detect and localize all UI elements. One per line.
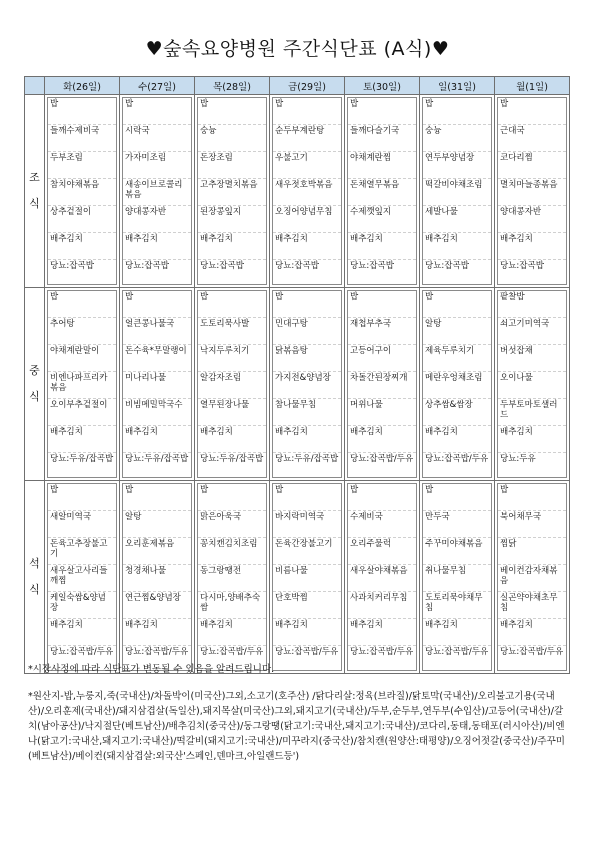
dish-item: 재첩부추국: [348, 318, 416, 345]
dish-item: 참치야채볶음: [48, 179, 116, 206]
dish-item: 배추김치: [498, 619, 566, 646]
dish-item: 당뇨:두유/잡곡밥: [50, 454, 114, 464]
dish-item: 배추김치: [423, 233, 491, 260]
dish-item: 주꾸미야채볶음: [423, 538, 491, 565]
day-header: 토(30일): [345, 77, 420, 95]
dish-item: 배추김치: [198, 619, 266, 646]
dish-item: 돈수육*무말랭이: [123, 345, 191, 372]
meal-label-lunch: [25, 288, 45, 481]
dish-item: 밥: [48, 484, 116, 511]
dish-list: [422, 97, 492, 285]
dish-item: 돈장조림: [198, 152, 266, 179]
dish-item: 당뇨:잡곡밥: [200, 261, 244, 271]
dish-item: 배추김치: [498, 426, 566, 453]
dish-item: 야채계란말이: [48, 345, 116, 372]
dish-item: 배추김치: [123, 426, 191, 453]
dish-item: 당뇨:잡곡밥/두유: [350, 454, 414, 464]
dish-item: 단호박찜: [273, 592, 341, 619]
dish-list: [122, 483, 192, 671]
dish-item: 열무된장나물: [198, 399, 266, 426]
dish-item: 오이부추겉절이: [48, 399, 116, 426]
lunch-row: [25, 288, 570, 481]
dish-list: [422, 483, 492, 671]
dish-item: 북어채무국: [498, 511, 566, 538]
dish-item: 밥: [348, 484, 416, 511]
dish-list: [347, 483, 417, 671]
dish-item: 당뇨:잡곡밥/두유: [425, 454, 489, 464]
dish-list: [272, 97, 342, 285]
dish-item: 새우젓호박볶음: [273, 179, 341, 206]
dish-item: 얼큰콩나물국: [123, 318, 191, 345]
change-notice: *시장사정에 따라 식단표가 변동될 수 있음을 알려드립니다.: [28, 664, 275, 675]
dish-item: 다시마,양배추숙쌈: [198, 592, 266, 619]
dish-item: 밥: [498, 484, 566, 511]
dish-item: 밥: [273, 98, 341, 125]
dish-item: 알탕: [423, 318, 491, 345]
dish-item: 베이컨감자채볶음: [498, 565, 566, 592]
dish-item: 바지락미역국: [273, 511, 341, 538]
dish-item: 버섯잡채: [498, 345, 566, 372]
menu-cell: [120, 95, 195, 288]
menu-cell: [45, 288, 120, 481]
dish-item: 야채계란찜: [348, 152, 416, 179]
dish-item: 오이나물: [498, 372, 566, 399]
menu-cell: [270, 481, 345, 674]
dish-item: 새우살야채볶음: [348, 565, 416, 592]
dish-item: 당뇨:잡곡밥/두유: [200, 647, 264, 657]
dish-list: [272, 483, 342, 671]
dish-list: [347, 97, 417, 285]
dish-item: 두부토마토샐러드: [498, 399, 566, 426]
menu-cell: [495, 481, 570, 674]
dish-item: 동그랑땡전: [198, 565, 266, 592]
dish-item: 오리훈제볶음: [123, 538, 191, 565]
day-header: 수(27일): [120, 77, 195, 95]
dish-item: 밥: [348, 291, 416, 318]
dish-list: [122, 97, 192, 285]
dish-item: 시락국: [123, 125, 191, 152]
dish-item: 수제비국: [348, 511, 416, 538]
dish-item: 고추장멸치볶음: [198, 179, 266, 206]
dish-item: 당뇨:잡곡밥/두유: [425, 647, 489, 657]
dish-list: [47, 290, 117, 478]
dish-item: 연두부양념장: [423, 152, 491, 179]
dish-item: 고등어구이: [348, 345, 416, 372]
breakfast-row: [25, 95, 570, 288]
dish-item: 밥: [198, 98, 266, 125]
dish-item: 두부조림: [48, 152, 116, 179]
weekly-menu-table: [24, 76, 570, 674]
dish-list: [497, 483, 567, 671]
dish-item: 배추김치: [273, 426, 341, 453]
dish-item: 당뇨:잡곡밥: [500, 261, 544, 271]
dish-item: 밥: [423, 291, 491, 318]
dish-item: 배추김치: [498, 233, 566, 260]
dish-item: 양대콩자반: [123, 206, 191, 233]
notes-section: [28, 662, 568, 764]
dish-item: 근대국: [498, 125, 566, 152]
dish-item: 배추김치: [48, 619, 116, 646]
dish-item: 가자미조림: [123, 152, 191, 179]
dish-item: 밥: [423, 484, 491, 511]
dish-item: 비름나물: [273, 565, 341, 592]
menu-cell: [120, 288, 195, 481]
day-header-row: [25, 77, 570, 95]
dish-item: 된장콩잎지: [198, 206, 266, 233]
dish-item: 머위나물: [348, 399, 416, 426]
dish-item: 밥: [48, 291, 116, 318]
dish-item: 돈채열무볶음: [348, 179, 416, 206]
dish-item: 밥: [273, 484, 341, 511]
dish-item: 쇠고기미역국: [498, 318, 566, 345]
dish-item: 당뇨:잡곡밥: [125, 261, 169, 271]
dish-item: 알감자조림: [198, 372, 266, 399]
dish-list: [197, 290, 267, 478]
dish-item: 배추김치: [123, 233, 191, 260]
dish-item: 세발나물: [423, 206, 491, 233]
dish-list: [47, 97, 117, 285]
dish-item: 참나물무침: [273, 399, 341, 426]
dish-item: 비빔메밀막국수: [123, 399, 191, 426]
dish-item: 배추김치: [348, 619, 416, 646]
dish-item: 돈육고추장불고기: [48, 538, 116, 565]
dish-item: 코다리찜: [498, 152, 566, 179]
dish-list: [122, 290, 192, 478]
dish-item: 민대구탕: [273, 318, 341, 345]
menu-cell: [345, 481, 420, 674]
dish-item: 배추김치: [423, 619, 491, 646]
dish-item: 배추김치: [198, 426, 266, 453]
dish-item: 밥: [498, 98, 566, 125]
dish-item: 돈육간장불고기: [273, 538, 341, 565]
menu-cell: [195, 481, 270, 674]
dish-list: [497, 290, 567, 478]
header-corner: [25, 77, 45, 95]
dish-item: 당뇨:잡곡밥: [275, 261, 319, 271]
menu-cell: [195, 95, 270, 288]
page-title: ♥숲속요양병원 주간식단표 (A식)♥: [145, 38, 450, 60]
dish-item: 새우살고사리들깨찜: [48, 565, 116, 592]
menu-cell: [270, 95, 345, 288]
dish-item: 밥: [198, 484, 266, 511]
dish-item: 배추김치: [123, 619, 191, 646]
dish-item: 맑은아욱국: [198, 511, 266, 538]
dish-item: 상추쌈&쌈장: [423, 399, 491, 426]
dish-item: 순두부계란탕: [273, 125, 341, 152]
dish-item: 배추김치: [48, 233, 116, 260]
menu-cell: [195, 288, 270, 481]
dish-item: 당뇨:잡곡밥/두유: [125, 647, 189, 657]
meal-label-text: 조 식: [29, 171, 40, 210]
dish-list: [197, 97, 267, 285]
dish-item: 찜닭: [498, 538, 566, 565]
dish-item: 밥: [273, 291, 341, 318]
dish-item: 밥: [48, 98, 116, 125]
dish-item: 숭늉: [423, 125, 491, 152]
dish-item: 가지전&양념장: [273, 372, 341, 399]
day-header: 목(28일): [195, 77, 270, 95]
dish-item: 메란우엉채조림: [423, 372, 491, 399]
dish-item: 배추김치: [48, 426, 116, 453]
dish-item: 당뇨:잡곡밥: [50, 261, 94, 271]
dish-list: [422, 290, 492, 478]
dish-item: 상추겉절이: [48, 206, 116, 233]
dish-item: 당뇨:두유/잡곡밥: [125, 454, 189, 464]
dish-item: 당뇨:두유: [500, 454, 536, 464]
dish-item: 차돌간된장찌개: [348, 372, 416, 399]
day-header: 월(1일): [495, 77, 570, 95]
dish-item: 배추김치: [273, 619, 341, 646]
meal-label-text: 석 식: [29, 557, 40, 596]
dish-item: 당뇨:잡곡밥/두유: [500, 647, 564, 657]
dish-item: 오징어양념무침: [273, 206, 341, 233]
dish-item: 밥: [123, 98, 191, 125]
menu-cell: [345, 95, 420, 288]
dish-item: 알탕: [123, 511, 191, 538]
dish-item: 당뇨:두유/잡곡밥: [275, 454, 339, 464]
day-header: 화(26일): [45, 77, 120, 95]
dish-item: 배추김치: [423, 426, 491, 453]
dish-item: 당뇨:잡곡밥/두유: [275, 647, 339, 657]
dish-item: 도토리묵사발: [198, 318, 266, 345]
menu-cell: [495, 288, 570, 481]
dish-item: 도토리묵야채무침: [423, 592, 491, 619]
day-header: 일(31일): [420, 77, 495, 95]
dish-item: 케일숙쌈&양념장: [48, 592, 116, 619]
dish-item: 연근찜&양념장: [123, 592, 191, 619]
meal-label-breakfast: [25, 95, 45, 288]
meal-label-text: 중 식: [29, 364, 40, 403]
dish-item: 취나물무침: [423, 565, 491, 592]
menu-cell: [45, 95, 120, 288]
dish-item: 양대콩자반: [498, 206, 566, 233]
dish-item: 사과치커리무침: [348, 592, 416, 619]
dish-list: [497, 97, 567, 285]
dish-item: 배추김치: [273, 233, 341, 260]
dish-item: 밥: [348, 98, 416, 125]
menu-cell: [120, 481, 195, 674]
dish-list: [197, 483, 267, 671]
dish-item: 멸치마늘종볶음: [498, 179, 566, 206]
dish-item: 숭늉: [198, 125, 266, 152]
dish-list: [272, 290, 342, 478]
menu-cell: [345, 288, 420, 481]
dish-item: 수제깻잎지: [348, 206, 416, 233]
dinner-row: [25, 481, 570, 674]
dish-item: 새알미역국: [48, 511, 116, 538]
menu-cell: [420, 288, 495, 481]
dish-item: 꽁치캔김치조림: [198, 538, 266, 565]
dish-item: 실곤약야채초무침: [498, 592, 566, 619]
dish-item: 당뇨:잡곡밥/두유: [350, 647, 414, 657]
dish-item: 당뇨:잡곡밥: [425, 261, 469, 271]
dish-item: 오리주물럭: [348, 538, 416, 565]
menu-cell: [270, 288, 345, 481]
dish-item: 떡갈비야채조림: [423, 179, 491, 206]
dish-item: 비엔나파프리카볶음: [48, 372, 116, 399]
dish-item: 우불고기: [273, 152, 341, 179]
dish-item: 밥: [198, 291, 266, 318]
dish-item: 당뇨:두유/잡곡밥: [200, 454, 264, 464]
dish-item: 밥: [123, 291, 191, 318]
dish-item: 당뇨:잡곡밥/두유: [50, 647, 114, 657]
dish-item: 미나리나물: [123, 372, 191, 399]
dish-item: 들깨수제비국: [48, 125, 116, 152]
dish-item: 닭볶음탕: [273, 345, 341, 372]
menu-cell: [420, 481, 495, 674]
dish-list: [347, 290, 417, 478]
dish-item: 추어탕: [48, 318, 116, 345]
dish-item: 배추김치: [198, 233, 266, 260]
dish-item: 새송이브로콜리볶음: [123, 179, 191, 206]
dish-item: 배추김치: [348, 426, 416, 453]
dish-list: [47, 483, 117, 671]
dish-item: 제육두루치기: [423, 345, 491, 372]
dish-item: 만두국: [423, 511, 491, 538]
origin-notice: *원산지-밥,누룽지,죽(국내산)/차돌박이(미국산)그외,소고기(호주산) /닭다리살:정육(브라질)/닭토막(국내산)/오리불고기용(국내산)/오리훈제(국내산)/돼지삼겹살(독일산),돼지목살(미국산)그외,돼지고기(국내산)/두부,순두부,연두부(수입산)/고등어(국내산)/갈치(남아공산)/낙지절단(베트남산)/배추김치(중국산)/동그랑땡(닭고기:국내산,돼지고기:국내산)/코다리,동태,동태포(러시아산)/비엔나(닭고기:국내산,돼지고기:국내산)/떡갈비(돼지고기:국내산)/미꾸라지(중국산)/참치캔(원양산:태평양)/오징어젓갈(중국산)/주꾸미(베트남산)/베이컨(돼지삼겹살:외국산'스페인,덴마크,아일랜드등'): [28, 691, 565, 762]
day-header: 금(29일): [270, 77, 345, 95]
meal-label-dinner: [25, 481, 45, 674]
dish-item: 들깨다슬기국: [348, 125, 416, 152]
menu-cell: [45, 481, 120, 674]
dish-item: 밥: [423, 98, 491, 125]
dish-item: 낙지두루치기: [198, 345, 266, 372]
dish-item: 배추김치: [348, 233, 416, 260]
dish-item: 청경채나물: [123, 565, 191, 592]
menu-cell: [495, 95, 570, 288]
dish-item: 팥찰밥: [498, 291, 566, 318]
menu-cell: [420, 95, 495, 288]
dish-item: 당뇨:잡곡밥: [350, 261, 394, 271]
dish-item: 밥: [123, 484, 191, 511]
